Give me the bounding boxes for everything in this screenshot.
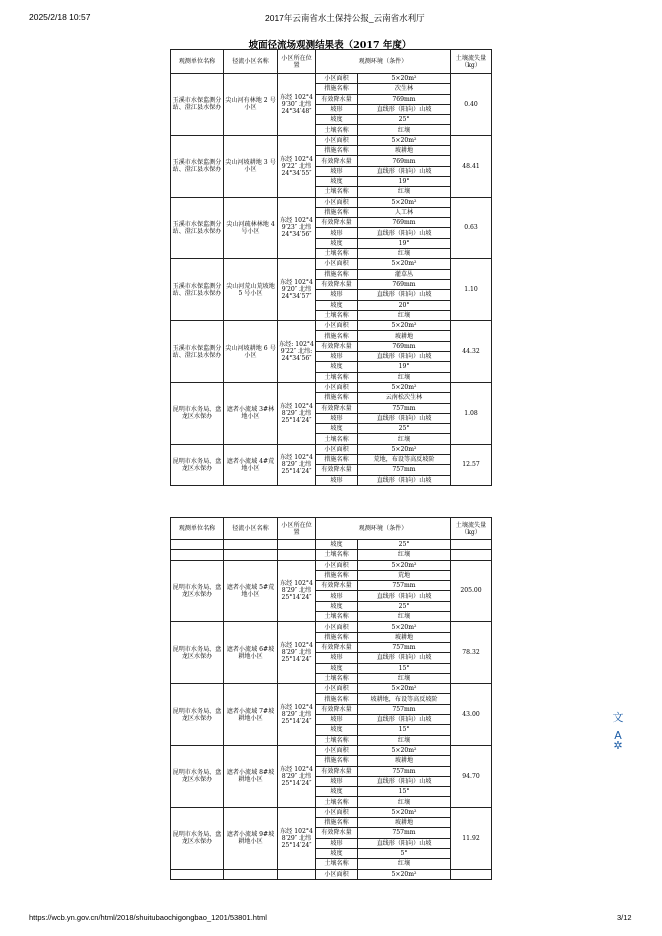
env-label-soil: 土壤名称 — [316, 434, 358, 444]
soil-loss-cell: 12.57 — [451, 444, 492, 485]
env-value-rain: 769mm — [358, 218, 451, 228]
print-datetime: 2025/2/18 10:57 — [29, 12, 91, 22]
env-value-soil: 红壤 — [358, 187, 451, 197]
env-label-area: 小区面积 — [316, 684, 358, 694]
env-value-soil: 红壤 — [358, 434, 451, 444]
plot-name-cell: 遮者小流域 4#荒地小区 — [224, 444, 278, 485]
unit-cell — [171, 869, 224, 879]
env-value-measure: 荒地 — [358, 570, 451, 580]
print-page-number: 3/12 — [617, 913, 632, 922]
env-value-area: 5×20m² — [358, 684, 451, 694]
env-value-measure: 坡耕地，布设等高反坡阶 — [358, 694, 451, 704]
env-label-area: 小区面积 — [316, 444, 358, 454]
env-value-rain: 757mm — [358, 642, 451, 652]
plot-name-cell: 尖山河坡耕地 6 号小区 — [224, 321, 278, 383]
env-value-terrain: 直线形（阳向）山坡 — [358, 591, 451, 601]
env-value-slope: 20° — [358, 300, 451, 310]
location-cell: 东经: 102°49′22″ 北纬:24°34′56″ — [278, 321, 316, 383]
env-label-terrain: 坡形 — [316, 228, 358, 238]
table-title: 坡面径流场观测结果表（2017 年度） — [248, 40, 412, 51]
env-label-soil: 土壤名称 — [316, 310, 358, 320]
env-value-measure: 次生林 — [358, 84, 451, 94]
env-label-rain: 有效降水量 — [316, 704, 358, 714]
env-value-terrain: 直线形（阳向）山坡 — [358, 413, 451, 423]
table-row — [171, 869, 492, 879]
env-value-area: 5×20m² — [358, 135, 451, 145]
header-location: 小区所在位置 — [278, 518, 316, 540]
env-value-soil: 红壤 — [358, 673, 451, 683]
plot-name-cell: 尖山河有林地 2 号小区 — [224, 74, 278, 136]
env-value-slope: 19° — [358, 362, 451, 372]
unit-cell — [171, 550, 224, 560]
plot-name-cell: 遮者小流域 5#荒地小区 — [224, 560, 278, 622]
env-label-slope: 坡度 — [316, 176, 358, 186]
env-label-soil: 土壤名称 — [316, 673, 358, 683]
env-value-soil: 红壤 — [358, 310, 451, 320]
env-value-rain: 769mm — [358, 94, 451, 104]
env-value-terrain: 直线形（阳向）山坡 — [358, 166, 451, 176]
env-value-terrain: 直线形（阳向）山坡 — [358, 475, 451, 485]
env-value-measure: 云南松次生林 — [358, 393, 451, 403]
unit-cell: 玉溪市水保监测分站、澄江县水保办 — [171, 321, 224, 383]
env-value-terrain: 直线形（阳向）山坡 — [358, 228, 451, 238]
env-value-area: 5×20m² — [358, 869, 451, 879]
env-label-slope: 坡度 — [316, 238, 358, 248]
env-label-area: 小区面积 — [316, 745, 358, 755]
env-label-area: 小区面积 — [316, 807, 358, 817]
location-cell — [278, 550, 316, 560]
env-label-rain: 有效降水量 — [316, 218, 358, 228]
env-label-measure: 措施名称 — [316, 632, 358, 642]
env-label-area: 小区面积 — [316, 869, 358, 879]
env-label-soil: 土壤名称 — [316, 735, 358, 745]
table-row — [171, 259, 492, 269]
observation-table-page-1 — [170, 49, 492, 486]
env-label-terrain: 坡形 — [316, 352, 358, 362]
env-label-soil: 土壤名称 — [316, 612, 358, 622]
env-label-slope: 坡度 — [316, 725, 358, 735]
env-value-area: 5×20m² — [358, 197, 451, 207]
soil-loss-cell: 0.40 — [451, 74, 492, 136]
env-label-soil: 土壤名称 — [316, 859, 358, 869]
env-label-slope: 坡度 — [316, 540, 358, 550]
env-label-measure: 措施名称 — [316, 393, 358, 403]
env-label-terrain: 坡形 — [316, 475, 358, 485]
env-label-measure: 措施名称 — [316, 818, 358, 828]
table-row — [171, 321, 492, 331]
env-value-soil: 红壤 — [358, 249, 451, 259]
env-label-measure: 措施名称 — [316, 331, 358, 341]
env-label-soil: 土壤名称 — [316, 125, 358, 135]
env-value-slope: 15° — [358, 663, 451, 673]
env-label-area: 小区面积 — [316, 259, 358, 269]
soil-loss-cell — [451, 540, 492, 550]
soil-loss-cell: 78.32 — [451, 622, 492, 684]
soil-loss-cell: 94.70 — [451, 745, 492, 807]
header-loss: 土壤流失量（kg） — [451, 518, 492, 540]
env-label-soil: 土壤名称 — [316, 249, 358, 259]
env-value-area: 5×20m² — [358, 74, 451, 84]
env-value-rain: 757mm — [358, 704, 451, 714]
table-row — [171, 135, 492, 145]
unit-cell: 昆明市水务局、盘龙区水保办 — [171, 745, 224, 807]
unit-cell: 昆明市水务局、盘龙区水保办 — [171, 560, 224, 622]
env-value-slope: 25° — [358, 115, 451, 125]
env-value-measure: 荒地，布设等高反坡阶 — [358, 454, 451, 464]
env-label-terrain: 坡形 — [316, 166, 358, 176]
env-label-slope: 坡度 — [316, 300, 358, 310]
env-value-slope: 19° — [358, 176, 451, 186]
env-value-soil: 红壤 — [358, 550, 451, 560]
env-label-area: 小区面积 — [316, 622, 358, 632]
env-label-terrain: 坡形 — [316, 653, 358, 663]
soil-loss-cell: 1.08 — [451, 382, 492, 444]
unit-cell: 玉溪市水保监测分站、澄江县水保办 — [171, 135, 224, 197]
table-row — [171, 74, 492, 84]
env-label-soil: 土壤名称 — [316, 372, 358, 382]
env-label-rain: 有效降水量 — [316, 279, 358, 289]
env-label-area: 小区面积 — [316, 197, 358, 207]
location-cell: 东经 102°49′20″ 北纬 24°34′57″ — [278, 259, 316, 321]
env-label-measure: 措施名称 — [316, 756, 358, 766]
env-label-terrain: 坡形 — [316, 290, 358, 300]
ai-assistant-icon[interactable]: ✲ — [613, 739, 623, 752]
env-label-area: 小区面积 — [316, 135, 358, 145]
env-value-soil: 红壤 — [358, 372, 451, 382]
header-loss: 土壤流失量（kg） — [451, 50, 492, 74]
plot-name-cell: 尖山河荒山荒坡地 5 号小区 — [224, 259, 278, 321]
env-label-measure: 措施名称 — [316, 269, 358, 279]
env-value-area: 5×20m² — [358, 745, 451, 755]
env-label-rain: 有效降水量 — [316, 465, 358, 475]
env-label-slope: 坡度 — [316, 601, 358, 611]
soil-loss-cell: 205.00 — [451, 560, 492, 622]
env-value-measure: 人工林 — [358, 207, 451, 217]
env-label-slope: 坡度 — [316, 424, 358, 434]
env-value-area: 5×20m² — [358, 807, 451, 817]
plot-name-cell: 遮者小流域 7#坡耕地小区 — [224, 684, 278, 746]
table-row — [171, 382, 492, 392]
env-value-soil: 红壤 — [358, 125, 451, 135]
env-value-soil: 红壤 — [358, 735, 451, 745]
location-cell: 东经 102°48′29″ 北纬 25°14′24″ — [278, 444, 316, 485]
env-value-slope: 15° — [358, 725, 451, 735]
print-url: https://wcb.yn.gov.cn/html/2018/shuitubaochigongbao_1201/53801.html — [29, 913, 267, 922]
env-value-rain: 769mm — [358, 279, 451, 289]
env-label-terrain: 坡形 — [316, 591, 358, 601]
env-label-slope: 坡度 — [316, 115, 358, 125]
env-value-slope: 25° — [358, 540, 451, 550]
soil-loss-cell: 48.41 — [451, 135, 492, 197]
env-label-measure: 措施名称 — [316, 146, 358, 156]
location-cell — [278, 869, 316, 879]
soil-loss-cell: 0.63 — [451, 197, 492, 259]
location-cell: 东经 102°49′23″ 北纬 24°34′56″ — [278, 197, 316, 259]
env-label-measure: 措施名称 — [316, 570, 358, 580]
soil-loss-cell — [451, 869, 492, 879]
soil-loss-cell — [451, 550, 492, 560]
env-label-rain: 有效降水量 — [316, 642, 358, 652]
env-value-slope: 25° — [358, 601, 451, 611]
env-label-rain: 有效降水量 — [316, 828, 358, 838]
table-row — [171, 807, 492, 817]
header-location: 小区所在位置 — [278, 50, 316, 74]
env-label-rain: 有效降水量 — [316, 156, 358, 166]
env-value-measure: 坡耕地 — [358, 331, 451, 341]
env-value-rain: 757mm — [358, 828, 451, 838]
env-value-rain: 757mm — [358, 465, 451, 475]
env-value-rain: 757mm — [358, 581, 451, 591]
env-value-soil: 红壤 — [358, 859, 451, 869]
unit-cell: 昆明市水务局、盘龙区水保办 — [171, 444, 224, 485]
env-label-terrain: 坡形 — [316, 104, 358, 114]
unit-cell: 昆明市水务局、盘龙区水保办 — [171, 622, 224, 684]
unit-cell: 昆明市水务局、盘龙区水保办 — [171, 807, 224, 869]
env-value-terrain: 直线形（阳向）山坡 — [358, 352, 451, 362]
unit-cell: 昆明市水务局、盘龙区水保办 — [171, 684, 224, 746]
env-value-measure: 坡耕地 — [358, 818, 451, 828]
header-unit: 观测单位名称 — [171, 518, 224, 540]
print-page-title: 2017年云南省水土保持公报_云南省水利厅 — [265, 13, 425, 23]
unit-cell: 昆明市水务局、盘龙区水保办 — [171, 382, 224, 444]
header-env: 观测环境（条件） — [316, 518, 451, 540]
env-label-area: 小区面积 — [316, 321, 358, 331]
unit-cell: 玉溪市水保监测分站、澄江县水保办 — [171, 74, 224, 136]
location-cell: 东经 102°48′29″ 北纬 25°14′24″ — [278, 560, 316, 622]
env-label-terrain: 坡形 — [316, 715, 358, 725]
table-row — [171, 540, 492, 550]
table-row — [171, 622, 492, 632]
plot-name-cell — [224, 540, 278, 550]
env-label-slope: 坡度 — [316, 848, 358, 858]
env-value-rain: 769mm — [358, 156, 451, 166]
env-value-terrain: 直线形（阳向）山坡 — [358, 715, 451, 725]
plot-name-cell: 遮者小流域 9#坡耕地小区 — [224, 807, 278, 869]
location-cell: 东经 102°48′29″ 北纬 25°14′24″ — [278, 684, 316, 746]
env-label-area: 小区面积 — [316, 382, 358, 392]
env-value-area: 5×20m² — [358, 622, 451, 632]
location-cell: 东经 102°49′30″ 北纬 24°34′48″ — [278, 74, 316, 136]
env-value-measure: 坡耕地 — [358, 146, 451, 156]
env-value-terrain: 直线形（阳向）山坡 — [358, 776, 451, 786]
table-row — [171, 197, 492, 207]
env-value-area: 5×20m² — [358, 560, 451, 570]
header-plot-name: 径流小区名称 — [224, 518, 278, 540]
soil-loss-cell: 44.32 — [451, 321, 492, 383]
plot-name-cell — [224, 550, 278, 560]
env-value-rain: 757mm — [358, 403, 451, 413]
env-label-soil: 土壤名称 — [316, 797, 358, 807]
env-label-measure: 措施名称 — [316, 84, 358, 94]
soil-loss-cell: 1.10 — [451, 259, 492, 321]
table-row — [171, 550, 492, 560]
env-label-terrain: 坡形 — [316, 838, 358, 848]
env-label-soil: 土壤名称 — [316, 550, 358, 560]
env-value-measure: 坡耕地 — [358, 756, 451, 766]
env-value-rain: 757mm — [358, 766, 451, 776]
env-label-rain: 有效降水量 — [316, 766, 358, 776]
env-value-area: 5×20m² — [358, 321, 451, 331]
env-value-measure: 灌草丛 — [358, 269, 451, 279]
env-label-area: 小区面积 — [316, 74, 358, 84]
table-row — [171, 684, 492, 694]
env-label-terrain: 坡形 — [316, 776, 358, 786]
env-label-rain: 有效降水量 — [316, 94, 358, 104]
plot-name-cell: 尖山河坡耕地 3 号小区 — [224, 135, 278, 197]
table-row — [171, 560, 492, 570]
unit-cell — [171, 540, 224, 550]
table-row — [171, 745, 492, 755]
env-label-area: 小区面积 — [316, 560, 358, 570]
location-cell: 东经 102°48′29″ 北纬 25°14′24″ — [278, 745, 316, 807]
env-value-area: 5×20m² — [358, 382, 451, 392]
header-unit: 观测单位名称 — [171, 50, 224, 74]
location-cell: 东经 102°48′29″ 北纬 25°14′24″ — [278, 807, 316, 869]
env-value-measure: 坡耕地 — [358, 632, 451, 642]
env-value-slope: 25° — [358, 424, 451, 434]
unit-cell: 玉溪市水保监测分站、澄江县水保办 — [171, 259, 224, 321]
env-value-terrain: 直线形（阳向）山坡 — [358, 104, 451, 114]
env-label-measure: 措施名称 — [316, 694, 358, 704]
location-cell: 东经 102°49′22″ 北纬 24°34′55″ — [278, 135, 316, 197]
env-label-soil: 土壤名称 — [316, 187, 358, 197]
header-env: 观测环境（条件） — [316, 50, 451, 74]
env-value-rain: 769mm — [358, 341, 451, 351]
env-value-soil: 红壤 — [358, 797, 451, 807]
env-value-slope: 19° — [358, 238, 451, 248]
env-value-terrain: 直线形（阳向）山坡 — [358, 838, 451, 848]
env-value-slope: 15° — [358, 787, 451, 797]
env-value-terrain: 直线形（阳向）山坡 — [358, 290, 451, 300]
location-cell — [278, 540, 316, 550]
soil-loss-cell: 11.92 — [451, 807, 492, 869]
env-value-soil: 红壤 — [358, 612, 451, 622]
plot-name-cell — [224, 869, 278, 879]
env-label-rain: 有效降水量 — [316, 341, 358, 351]
env-value-area: 5×20m² — [358, 444, 451, 454]
env-label-slope: 坡度 — [316, 663, 358, 673]
env-label-terrain: 坡形 — [316, 413, 358, 423]
plot-name-cell: 遮者小流域 3#林地小区 — [224, 382, 278, 444]
header-plot-name: 径流小区名称 — [224, 50, 278, 74]
translate-icon[interactable]: 文A — [612, 711, 624, 742]
plot-name-cell: 遮者小流域 8#坡耕地小区 — [224, 745, 278, 807]
soil-loss-cell: 43.00 — [451, 684, 492, 746]
env-value-terrain: 直线形（阳向）山坡 — [358, 653, 451, 663]
observation-table-page-2 — [170, 517, 492, 880]
env-value-slope: 5° — [358, 848, 451, 858]
env-label-slope: 坡度 — [316, 362, 358, 372]
env-label-rain: 有效降水量 — [316, 581, 358, 591]
env-label-measure: 措施名称 — [316, 207, 358, 217]
location-cell: 东经 102°48′29″ 北纬 25°14′24″ — [278, 622, 316, 684]
table-row — [171, 444, 492, 454]
env-label-slope: 坡度 — [316, 787, 358, 797]
env-label-rain: 有效降水量 — [316, 403, 358, 413]
env-value-area: 5×20m² — [358, 259, 451, 269]
unit-cell: 玉溪市水保监测分站、澄江县水保办 — [171, 197, 224, 259]
plot-name-cell: 遮者小流域 6#坡耕地小区 — [224, 622, 278, 684]
plot-name-cell: 尖山河疏林林地 4 号小区 — [224, 197, 278, 259]
location-cell: 东经 102°48′29″ 北纬 25°14′24″ — [278, 382, 316, 444]
env-label-measure: 措施名称 — [316, 454, 358, 464]
